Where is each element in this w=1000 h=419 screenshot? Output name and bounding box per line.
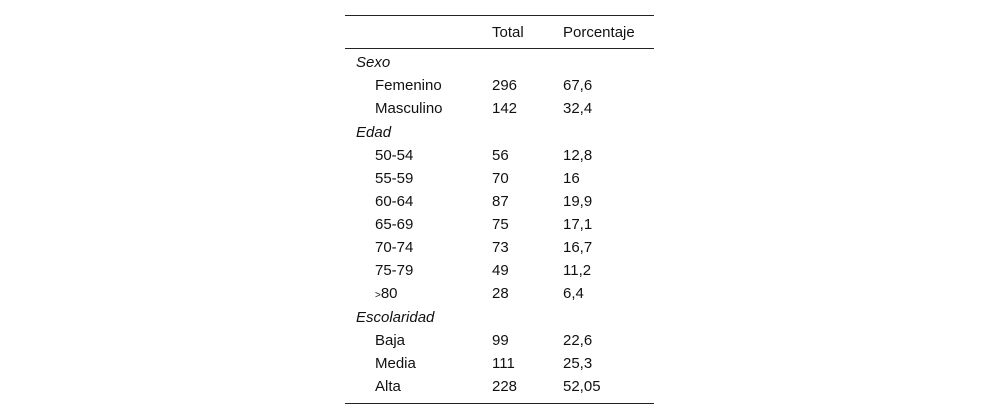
table-header-row bbox=[345, 16, 654, 48]
row-percent: 17,1 bbox=[563, 216, 593, 233]
row-percent: 16 bbox=[563, 170, 580, 187]
row-total: 28 bbox=[492, 285, 509, 302]
row-total: 75 bbox=[492, 216, 509, 233]
data-table bbox=[345, 15, 654, 404]
group-title: Sexo bbox=[356, 54, 391, 71]
table-row bbox=[345, 352, 654, 375]
row-percent: 32,4 bbox=[563, 100, 593, 117]
row-label: Femenino bbox=[375, 77, 442, 94]
row-percent: 12,8 bbox=[563, 147, 593, 164]
row-percent: 25,3 bbox=[563, 355, 593, 372]
table-row bbox=[345, 213, 654, 236]
greater-than-sign: > bbox=[375, 290, 381, 301]
table-row bbox=[345, 282, 654, 305]
table-row bbox=[345, 144, 654, 167]
group-title: Edad bbox=[356, 124, 392, 141]
group-row bbox=[345, 121, 654, 144]
row-total: 73 bbox=[492, 239, 509, 256]
table-row bbox=[345, 190, 654, 213]
table-row bbox=[345, 97, 654, 120]
group-row bbox=[345, 51, 654, 74]
table-row bbox=[345, 236, 654, 259]
table-row bbox=[345, 259, 654, 282]
row-label: Masculino bbox=[375, 100, 443, 117]
row-label bbox=[375, 282, 398, 307]
table-row bbox=[345, 167, 654, 190]
row-total: 228 bbox=[492, 378, 518, 395]
row-total: 142 bbox=[492, 100, 518, 117]
row-label: 60-64 bbox=[375, 193, 414, 210]
row-total: 296 bbox=[492, 77, 518, 94]
row-percent: 67,6 bbox=[563, 77, 593, 94]
row-percent: 16,7 bbox=[563, 239, 593, 256]
row-label: 75-79 bbox=[375, 262, 414, 279]
row-label: Alta bbox=[375, 378, 401, 395]
row-total: 49 bbox=[492, 262, 509, 279]
group-title: Escolaridad bbox=[356, 309, 435, 326]
row-label: 70-74 bbox=[375, 239, 414, 256]
row-label: Baja bbox=[375, 332, 406, 349]
group-row bbox=[345, 306, 654, 329]
table-row bbox=[345, 375, 654, 398]
row-total: 56 bbox=[492, 147, 509, 164]
table-body bbox=[345, 49, 654, 403]
row-total: 87 bbox=[492, 193, 509, 210]
row-total: 111 bbox=[492, 355, 515, 372]
table-bottom-rule bbox=[345, 403, 654, 404]
row-percent: 52,05 bbox=[563, 378, 601, 395]
row-percent: 19,9 bbox=[563, 193, 593, 210]
table-row bbox=[345, 74, 654, 97]
row-total: 70 bbox=[492, 170, 509, 187]
row-label-text: 80 bbox=[380, 285, 398, 302]
row-percent: 6,4 bbox=[563, 285, 584, 302]
row-label: 50-54 bbox=[375, 147, 414, 164]
row-label: 65-69 bbox=[375, 216, 414, 233]
row-label: Media bbox=[375, 355, 416, 372]
table-row bbox=[345, 329, 654, 352]
header-percent: Porcentaje bbox=[563, 24, 635, 41]
row-total: 99 bbox=[492, 332, 509, 349]
header-total: Total bbox=[492, 24, 524, 41]
row-label: 55-59 bbox=[375, 170, 414, 187]
row-percent: 22,6 bbox=[563, 332, 593, 349]
row-percent: 11,2 bbox=[563, 262, 592, 279]
